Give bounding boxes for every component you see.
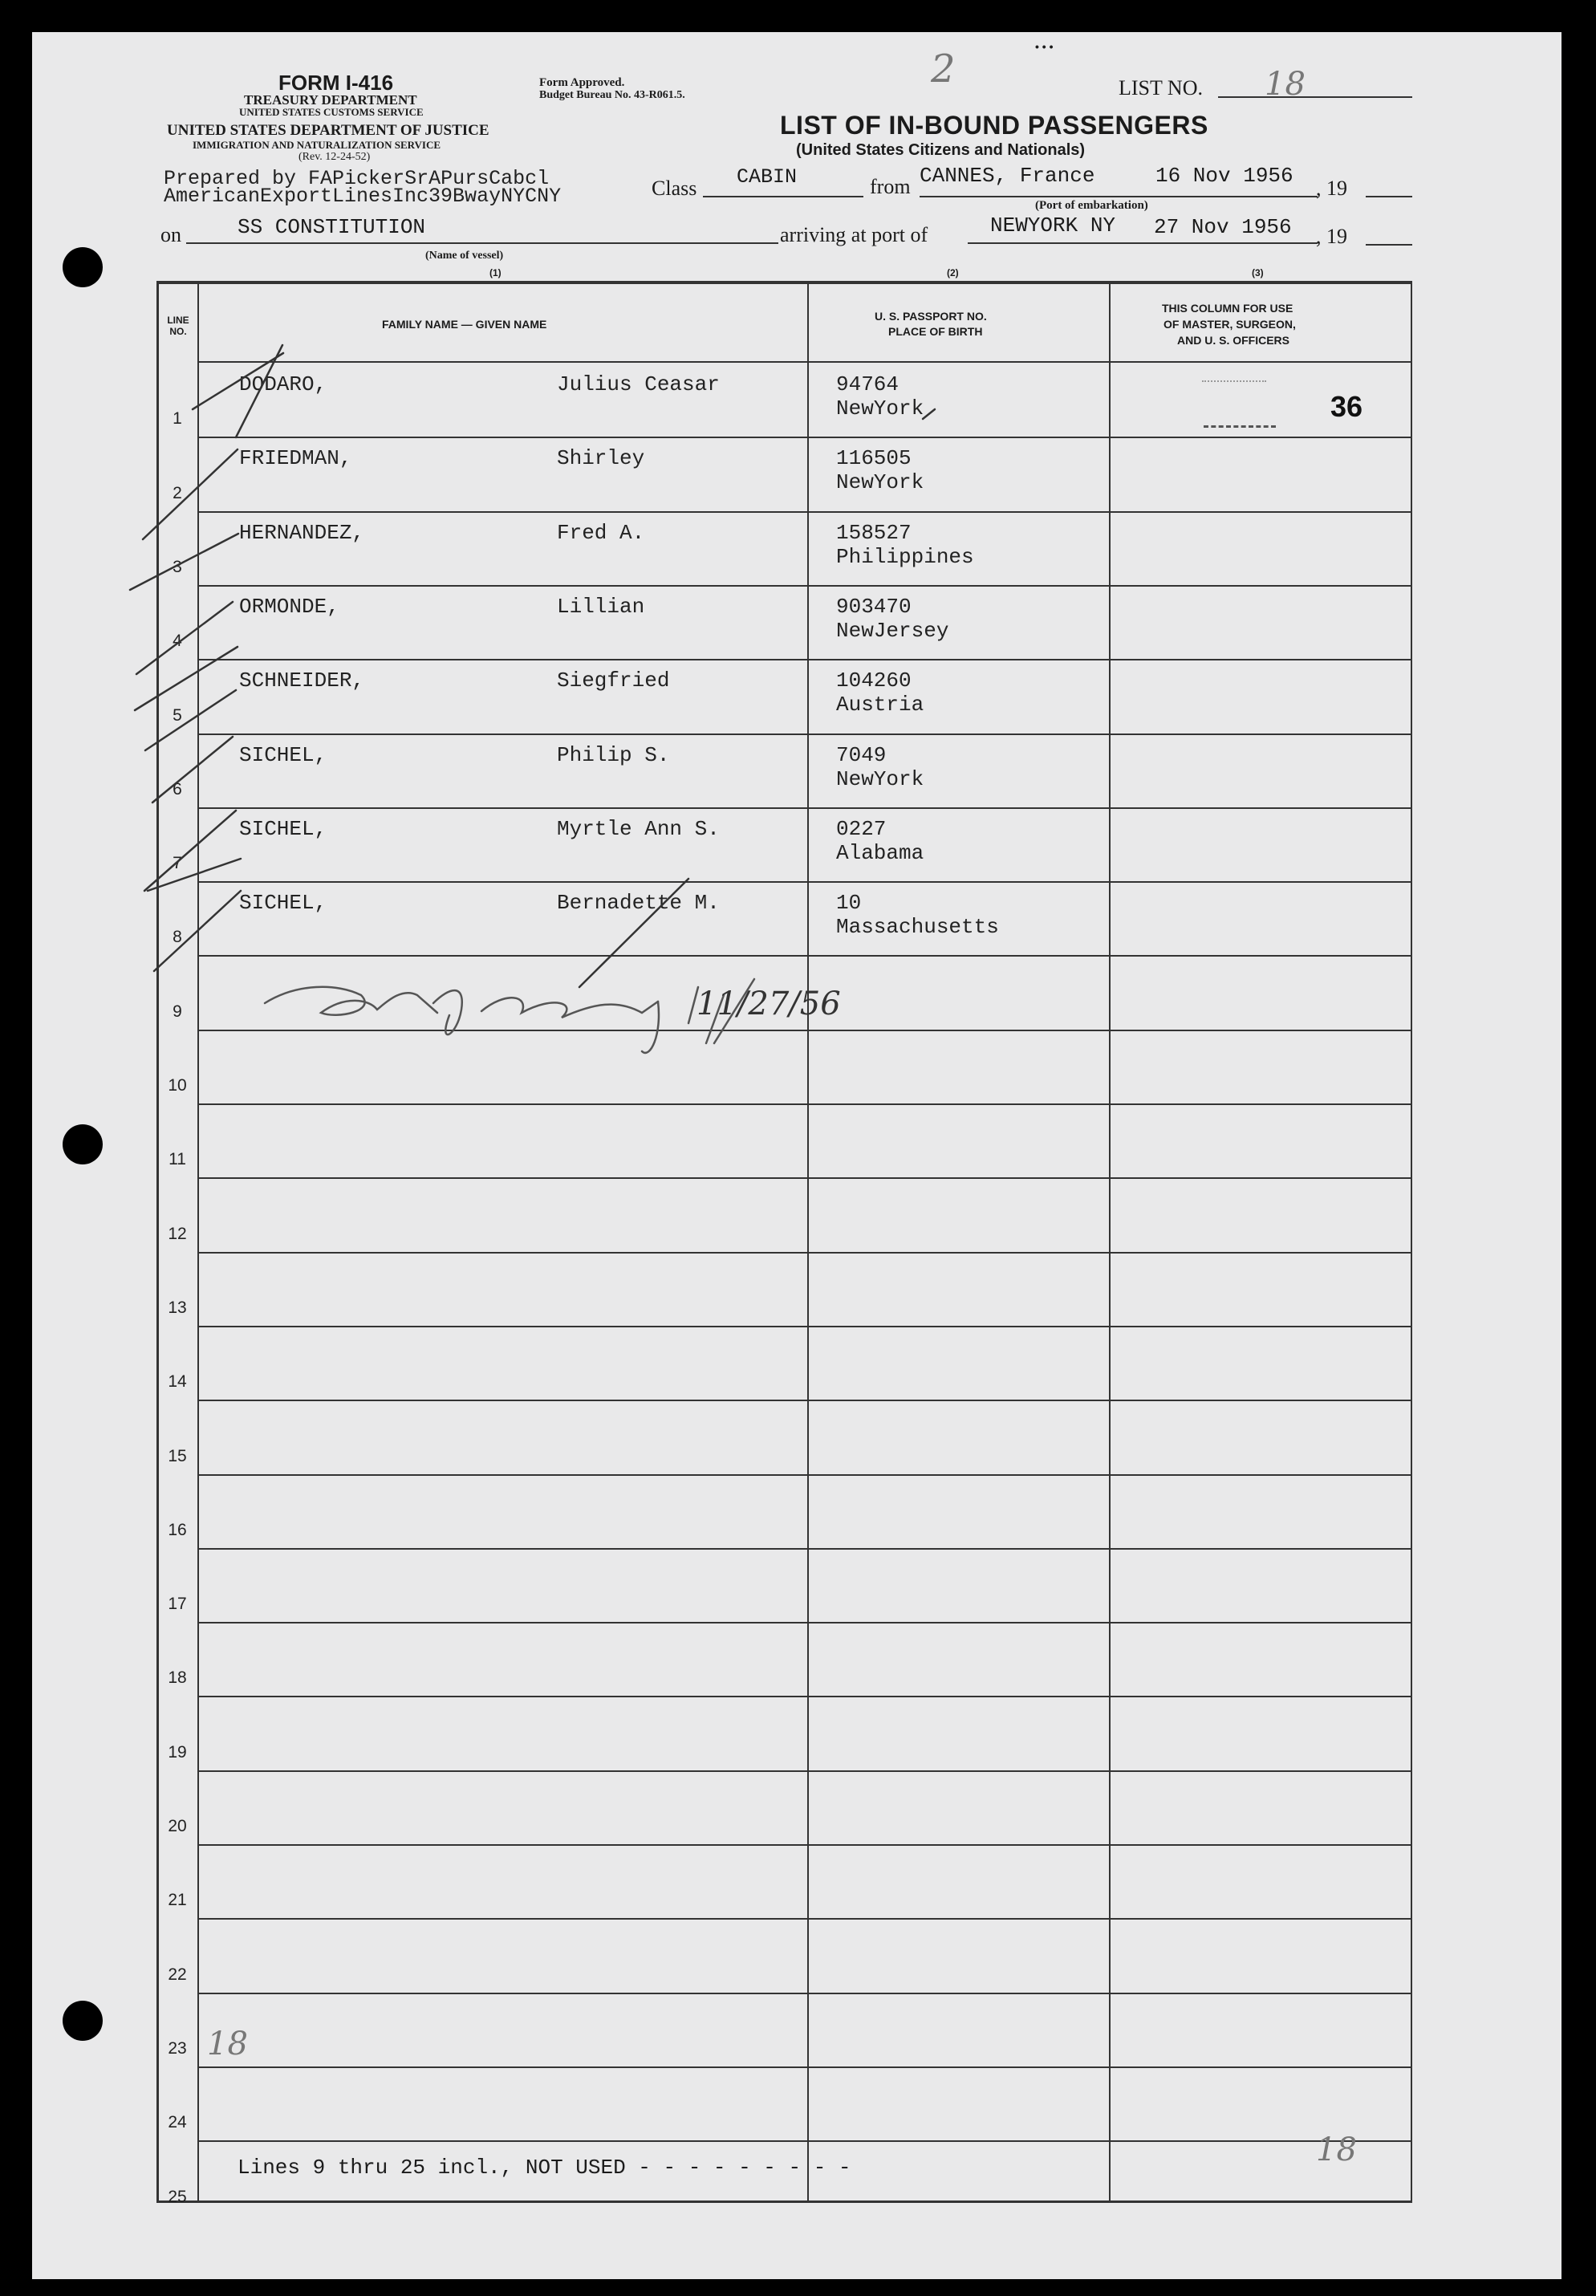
line-number: 18	[168, 1668, 187, 1687]
row-rule	[197, 1622, 1412, 1623]
table-bottom-border	[156, 2201, 1412, 2203]
family-name: SICHEL,	[239, 891, 327, 915]
passport-number: 0227	[836, 817, 887, 841]
family-name: HERNANDEZ,	[239, 521, 365, 545]
form-sheet	[32, 32, 1561, 2279]
place-of-birth: Alabama	[836, 841, 924, 865]
place-of-birth: Austria	[836, 693, 924, 717]
place-of-birth: NewYork	[836, 396, 924, 421]
vessel-underline	[186, 242, 778, 244]
row-rule	[197, 1103, 1412, 1105]
table-header-bottom	[197, 361, 1412, 363]
place-of-birth: Philippines	[836, 545, 974, 569]
row-rule	[197, 2140, 1412, 2142]
vessel-caption: (Name of vessel)	[425, 250, 504, 262]
not-used-note: Lines 9 thru 25 incl., NOT USED - - - - - - - - -	[238, 2156, 851, 2180]
place-of-birth: NewYork	[836, 470, 924, 494]
header-officer-1: THIS COLUMN FOR USE	[1162, 302, 1293, 315]
column-number-2: (2)	[947, 267, 959, 278]
header-officer-3: AND U. S. OFFICERS	[1177, 334, 1290, 347]
class-label: Class	[652, 177, 697, 200]
prepared-by-line2: AmericanExportLinesInc39BwayNYCNY	[164, 185, 562, 208]
line-number: 2	[173, 484, 182, 502]
passport-number: 158527	[836, 521, 912, 545]
arrival-port: NEWYORK NY	[990, 213, 1116, 238]
header-passport: U. S. PASSPORT NO.	[875, 310, 987, 323]
row-rule	[197, 955, 1412, 957]
row-rule	[197, 1177, 1412, 1179]
family-name: DODARO,	[239, 372, 327, 396]
line-number: 16	[168, 1521, 187, 1539]
embarkation-port: CANNES, France	[920, 164, 1095, 188]
table-name-divider	[807, 281, 809, 2203]
list-no-underline	[1218, 96, 1412, 98]
table-line-no-divider	[197, 281, 199, 2203]
column-number-1: (1)	[489, 267, 502, 278]
line-number: 1	[173, 409, 182, 428]
row-rule	[197, 1696, 1412, 1697]
line-number: 14	[168, 1372, 187, 1391]
class-underline	[703, 196, 863, 197]
line-number: 7	[173, 854, 182, 872]
passport-number: 10	[836, 891, 862, 915]
place-of-birth: NewYork	[836, 767, 924, 791]
line-number: 8	[173, 928, 182, 946]
row-rule	[197, 2066, 1412, 2068]
ins-service: IMMIGRATION AND NATURALIZATION SERVICE	[193, 139, 441, 151]
form-subtitle: (United States Citizens and Nationals)	[796, 141, 1086, 159]
port-embarkation-caption: (Port of embarkation)	[1035, 199, 1148, 212]
on-label: on	[160, 223, 181, 246]
margin-mark-left: 18	[207, 2026, 248, 2062]
row-rule	[197, 585, 1412, 587]
family-name: ORMONDE,	[239, 595, 339, 619]
passport-number: 903470	[836, 595, 912, 619]
place-of-birth: NewJersey	[836, 619, 949, 643]
row-rule	[197, 1474, 1412, 1476]
row-rule	[197, 1918, 1412, 1920]
line-number: 3	[173, 558, 182, 576]
given-name: Myrtle Ann S.	[557, 817, 720, 841]
arriving-label: arriving at port of	[780, 223, 928, 246]
row-rule	[197, 1844, 1412, 1846]
given-name: Julius Ceasar	[557, 372, 720, 396]
line-number: 12	[168, 1225, 187, 1243]
line-number: 6	[173, 780, 182, 799]
year-label-2: , 19	[1316, 225, 1347, 248]
header-birthplace: PLACE OF BIRTH	[888, 325, 983, 338]
list-no-value: 18	[1265, 66, 1306, 103]
line-number: 9	[173, 1002, 182, 1021]
row-rule	[197, 511, 1412, 513]
budget-bureau: Budget Bureau No. 43-R061.5.	[539, 89, 685, 101]
family-name: SCHNEIDER,	[239, 668, 365, 693]
class-value: CABIN	[737, 165, 798, 189]
line-number: 25	[168, 2188, 187, 2206]
row-rule	[197, 1993, 1412, 1994]
line-number: 15	[168, 1447, 187, 1465]
customs-service: UNITED STATES CUSTOMS SERVICE	[239, 106, 424, 118]
officer-note: 36	[1330, 390, 1363, 423]
row-rule	[197, 437, 1412, 438]
line-number: 24	[168, 2113, 187, 2131]
row-rule	[197, 1548, 1412, 1550]
family-name: SICHEL,	[239, 743, 327, 767]
given-name: Siegfried	[557, 668, 670, 693]
treasury-dept: TREASURY DEPARTMENT	[244, 92, 417, 108]
binder-hole	[63, 1124, 103, 1164]
line-number: 23	[168, 2039, 187, 2058]
binder-hole	[63, 247, 103, 287]
row-rule	[197, 1252, 1412, 1254]
form-title: LIST OF IN-BOUND PASSENGERS	[780, 111, 1208, 140]
line-number: 13	[168, 1298, 187, 1317]
column-number-3: (3)	[1252, 267, 1264, 278]
binder-hole	[63, 2001, 103, 2041]
embarkation-date: 16 Nov 1956	[1155, 164, 1293, 188]
year-label-1: , 19	[1316, 177, 1347, 200]
vessel-name: SS CONSTITUTION	[238, 215, 426, 239]
line-number: 21	[168, 1891, 187, 1909]
margin-mark-right: 18	[1316, 2131, 1357, 2168]
table-top-border	[156, 281, 1412, 284]
row-rule	[197, 807, 1412, 809]
from-underline	[920, 196, 1318, 197]
row-rule	[197, 881, 1412, 883]
header-name: FAMILY NAME — GIVEN NAME	[382, 318, 547, 331]
arrival-date: 27 Nov 1956	[1154, 215, 1292, 239]
header-officer-2: OF MASTER, SURGEON,	[1163, 318, 1296, 331]
row-rule	[197, 659, 1412, 660]
row-rule	[197, 734, 1412, 735]
passport-number: 7049	[836, 743, 887, 767]
given-name: Shirley	[557, 446, 645, 470]
from-label: from	[870, 175, 911, 198]
signature-date: 11/27/56	[696, 985, 841, 1022]
form-number: FORM I-416	[278, 71, 394, 95]
form-approved: Form Approved.	[539, 76, 625, 89]
top-dots: • • •	[1035, 40, 1054, 53]
line-number: 4	[173, 632, 182, 650]
row-rule	[197, 1770, 1412, 1772]
given-name: Philip S.	[557, 743, 670, 767]
year-underline-1	[1366, 196, 1412, 197]
given-name: Bernadette M.	[557, 891, 720, 915]
justice-dept: UNITED STATES DEPARTMENT OF JUSTICE	[167, 122, 489, 139]
line-number: 10	[168, 1076, 187, 1095]
prepared-label: Prepared by	[164, 167, 297, 190]
list-no-label: LIST NO.	[1119, 76, 1203, 100]
header-line-no: LINE NO.	[167, 315, 189, 337]
line-number: 22	[168, 1965, 187, 1984]
line-number: 5	[173, 706, 182, 725]
row-rule	[197, 1326, 1412, 1327]
row-rule	[197, 1400, 1412, 1401]
handwritten-page-mark: 2	[931, 47, 956, 91]
arrival-underline	[968, 242, 1318, 244]
passport-number: 116505	[836, 446, 912, 470]
line-number: 19	[168, 1743, 187, 1762]
family-name: SICHEL,	[239, 817, 327, 841]
passport-number: 104260	[836, 668, 912, 693]
form-revision: (Rev. 12-24-52)	[298, 151, 371, 163]
officer-smudge	[1204, 425, 1276, 429]
passport-number: 94764	[836, 372, 900, 396]
family-name: FRIEDMAN,	[239, 446, 352, 470]
given-name: Fred A.	[557, 521, 645, 545]
place-of-birth: Massachusetts	[836, 915, 999, 939]
line-number: 17	[168, 1595, 187, 1613]
given-name: Lillian	[557, 595, 645, 619]
officer-smudge	[1202, 380, 1266, 384]
line-number: 11	[169, 1150, 186, 1168]
table-right-border	[1411, 281, 1412, 2203]
line-number: 20	[168, 1817, 187, 1835]
year-underline-2	[1366, 244, 1412, 246]
table-passport-divider	[1109, 281, 1111, 2203]
row-rule	[197, 1030, 1412, 1031]
prepared-by-name: FAPickerSrAPursCabcl	[308, 167, 550, 190]
